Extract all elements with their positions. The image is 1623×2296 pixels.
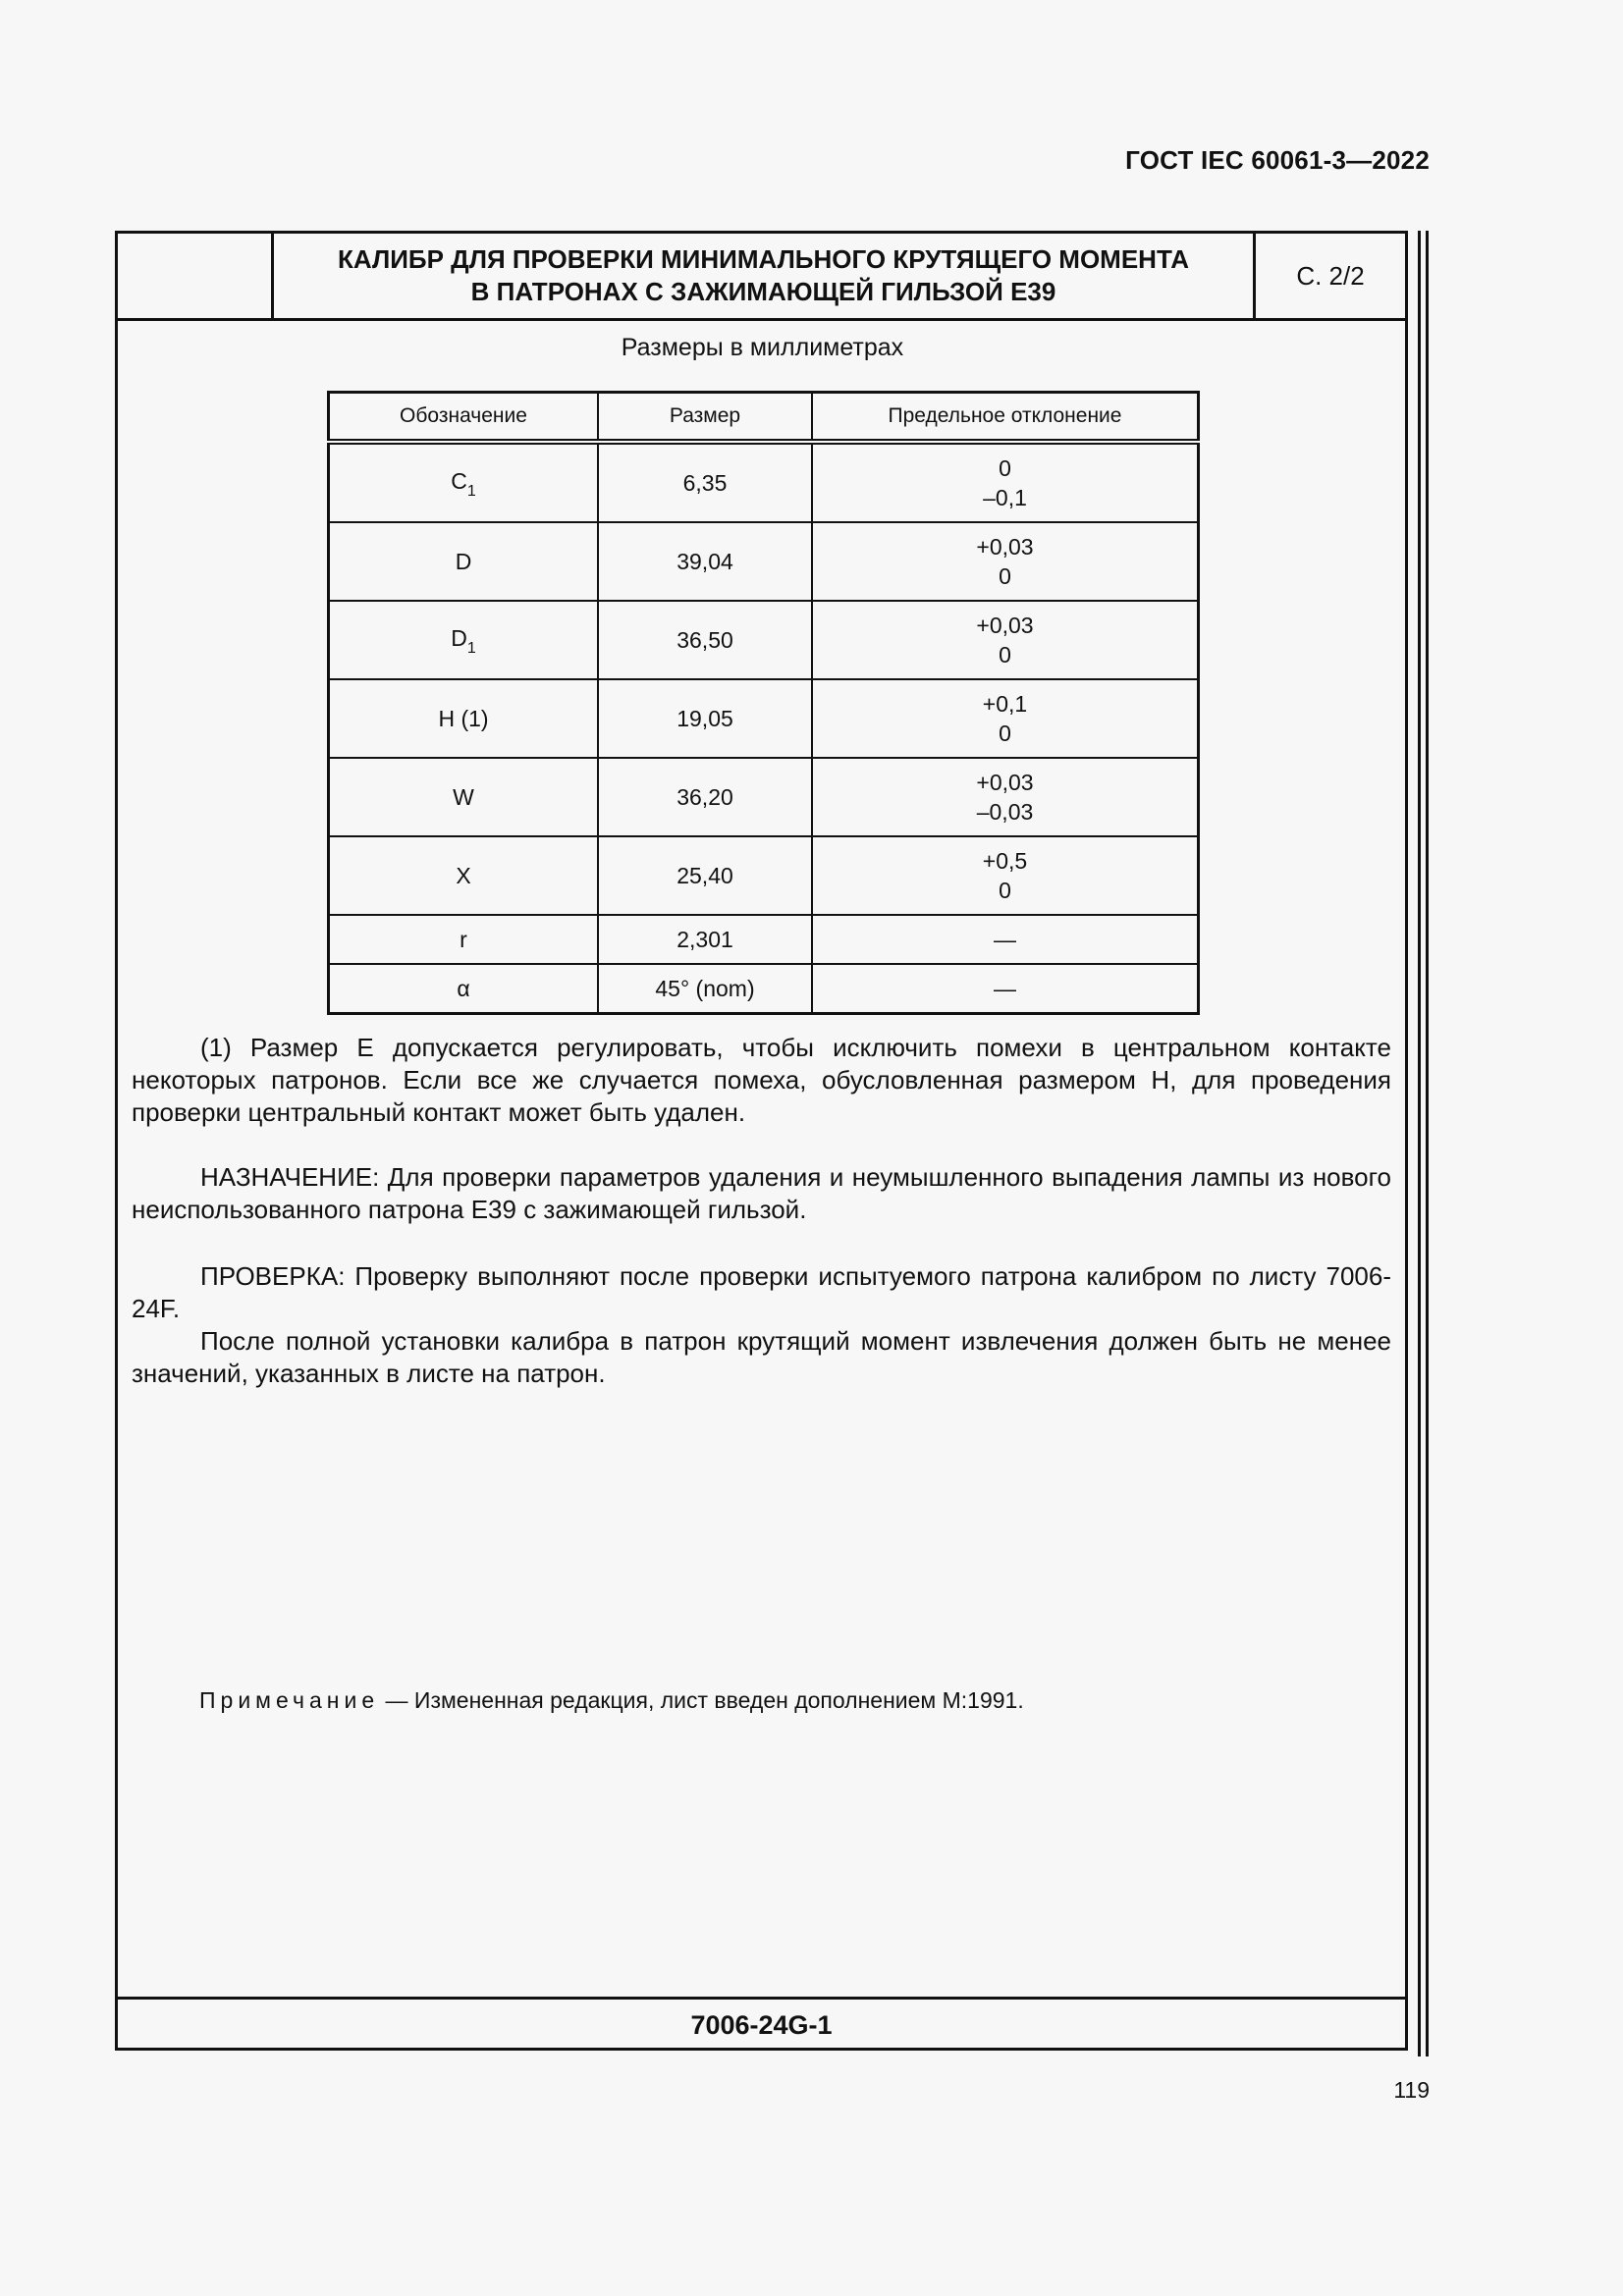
sheet-header — [118, 234, 1405, 321]
note-label: Примечание — [199, 1687, 380, 1713]
column-header-tolerance: Предельное отклонение — [812, 393, 1199, 443]
cell-size: 45° (nom) — [598, 964, 812, 1014]
note — [199, 1687, 1024, 1714]
cell-tolerance — [812, 601, 1199, 679]
column-header-designation: Обозначение — [329, 393, 599, 443]
cell-size: 19,05 — [598, 679, 812, 758]
designation-subscript: 1 — [466, 483, 476, 500]
cell-designation — [329, 836, 599, 915]
tolerance-lower: 0 — [999, 878, 1011, 903]
after-text: После полной установки калибра в патрон крутящий момент извлечения должен быть не менее значений, указанных в листе на патрон. — [132, 1326, 1391, 1388]
dimensions-table — [327, 391, 1200, 1015]
designation-symbol: H (1) — [438, 706, 489, 731]
designation-symbol: D — [455, 549, 472, 574]
tolerance-upper: +0,03 — [976, 770, 1034, 795]
tolerance-upper: +0,03 — [976, 534, 1034, 560]
cell-designation — [329, 442, 599, 522]
table-row — [329, 964, 1199, 1014]
tolerance-upper: +0,1 — [982, 691, 1028, 717]
table-header-row — [329, 393, 1199, 443]
designation-symbol: D — [451, 625, 467, 651]
cell-tolerance: — — [812, 915, 1199, 964]
cell-size: 2,301 — [598, 915, 812, 964]
sheet-title-line2: В ПАТРОНАХ С ЗАЖИМАЮЩЕЙ ГИЛЬЗОЙ E39 — [470, 277, 1056, 306]
designation-symbol: W — [453, 784, 474, 810]
purpose-text: НАЗНАЧЕНИЕ: Для проверки параметров удаления и неумышленного выпадения лампы из нового неиспользованного патрона E39 с зажимающей гильзой. — [132, 1162, 1391, 1224]
page-number: 119 — [1393, 2077, 1430, 2103]
check-paragraph — [132, 1260, 1391, 1325]
sheet-page-ref: С. 2/2 — [1296, 260, 1365, 291]
tolerance-lower: –0,1 — [983, 485, 1027, 510]
margin-rule — [1426, 231, 1429, 2056]
tolerance-lower: –0,03 — [976, 799, 1034, 825]
purpose-paragraph — [132, 1161, 1391, 1226]
table-row — [329, 442, 1199, 522]
cell-designation — [329, 915, 599, 964]
margin-rule — [1418, 231, 1421, 2056]
check-text: ПРОВЕРКА: Проверку выполняют после проверки испытуемого патрона калибром по листу 7006-24F. — [132, 1261, 1391, 1323]
cell-size: 25,40 — [598, 836, 812, 915]
designation-symbol: α — [457, 975, 470, 1001]
table-row — [329, 836, 1199, 915]
sheet-code: 7006-24G-1 — [690, 2009, 833, 2040]
cell-tolerance — [812, 522, 1199, 601]
cell-tolerance — [812, 758, 1199, 836]
sheet-title-line1: КАЛИБР ДЛЯ ПРОВЕРКИ МИНИМАЛЬНОГО КРУТЯЩЕГО МОМЕНТА — [338, 244, 1189, 274]
table-row — [329, 522, 1199, 601]
cell-designation — [329, 522, 599, 601]
table-row — [329, 601, 1199, 679]
footnote-paragraph — [132, 1032, 1391, 1129]
tolerance-lower: 0 — [999, 642, 1011, 667]
cell-designation — [329, 601, 599, 679]
cell-tolerance — [812, 836, 1199, 915]
cell-tolerance: — — [812, 964, 1199, 1014]
cell-designation — [329, 758, 599, 836]
header-blank-cell — [118, 234, 274, 318]
cell-tolerance — [812, 679, 1199, 758]
table-row — [329, 679, 1199, 758]
cell-tolerance — [812, 442, 1199, 522]
tolerance-lower: 0 — [999, 563, 1011, 589]
designation-symbol: r — [460, 926, 467, 952]
note-text: — Измененная редакция, лист введен дополнением М:1991. — [379, 1687, 1024, 1713]
running-header: ГОСТ IEC 60061-3—2022 — [1125, 145, 1430, 175]
cell-size: 39,04 — [598, 522, 812, 601]
tolerance-upper: 0 — [999, 455, 1011, 481]
units-caption: Размеры в миллиметрах — [621, 334, 904, 361]
designation-subscript: 1 — [466, 640, 476, 657]
tolerance-lower: 0 — [999, 721, 1011, 746]
designation-symbol: X — [456, 863, 471, 888]
cell-designation — [329, 679, 599, 758]
after-paragraph — [132, 1325, 1391, 1390]
designation-symbol: C — [451, 468, 467, 494]
tolerance-upper: +0,03 — [976, 613, 1034, 638]
cell-size: 6,35 — [598, 442, 812, 522]
tolerance-upper: +0,5 — [982, 848, 1028, 874]
table-row — [329, 758, 1199, 836]
table-row — [329, 915, 1199, 964]
column-header-size: Размер — [598, 393, 812, 443]
cell-size: 36,50 — [598, 601, 812, 679]
footnote-text: (1) Размер E допускается регулировать, чтобы исключить помехи в центральном контакте некоторых патронов. Если все же случается помеха, обусловленная размером H, для проведения проверки центральный контакт может быть удален. — [132, 1033, 1391, 1127]
cell-designation — [329, 964, 599, 1014]
cell-size: 36,20 — [598, 758, 812, 836]
sheet-title — [274, 234, 1256, 318]
